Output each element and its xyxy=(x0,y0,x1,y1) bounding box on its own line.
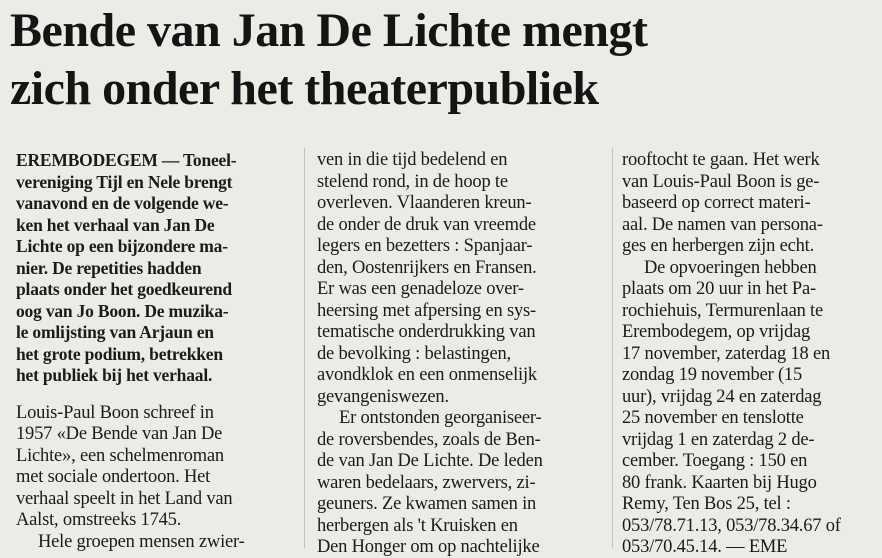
text-line: aal. De namen van persona- xyxy=(622,214,823,235)
text-line: 1957 «De Bende van Jan De xyxy=(16,424,223,444)
text-line: baseerd op correct materi- xyxy=(622,193,811,213)
text-line: waren bedelaars, zwervers, zi- xyxy=(317,472,536,493)
text-line: 80 frank. Kaarten bij Hugo xyxy=(622,472,817,493)
text-line: gevangeniswezen. xyxy=(317,386,449,407)
text-line: plaats om 20 uur in het Pa- xyxy=(622,279,816,299)
text-line: legers en bezetters : Spanjaar- xyxy=(317,236,533,256)
text-line: de onder de druk van vreemde xyxy=(317,214,536,235)
text-line: het publiek bij het verhaal. xyxy=(16,365,213,385)
text-line: Hele groepen mensen zwier- xyxy=(38,531,245,552)
text-line: ken het verhaal van Jan De xyxy=(16,214,215,235)
text-line: plaats onder het goedkeurend xyxy=(16,279,232,299)
text-line: geuners. Ze kwamen samen in xyxy=(317,494,537,514)
text-line: Louis-Paul Boon schreef in xyxy=(16,402,214,423)
text-line: Erembodegem, op vrijdag xyxy=(622,322,811,342)
text-line: uur), vrijdag 24 en zaterdag xyxy=(622,386,822,407)
text-line: stelend rond, in de hoop te xyxy=(317,171,508,192)
text-line: verhaal speelt in het Land van xyxy=(16,488,233,509)
text-line: van Louis-Paul Boon is ge- xyxy=(622,171,820,192)
text-line: le omlijsting van Arjaun en xyxy=(16,322,214,342)
text-line: overleven. Vlaanderen kreun- xyxy=(317,193,532,213)
text-line: vrijdag 1 en zaterdag 2 de- xyxy=(622,429,815,450)
text-line: oog van Jo Boon. De muzika- xyxy=(16,300,229,321)
text-line: rochiehuis, Termurenlaan te xyxy=(622,300,824,321)
text-line: 17 november, zaterdag 18 en xyxy=(622,343,831,364)
column-divider xyxy=(304,148,305,548)
article-column-2 xyxy=(317,150,607,558)
text-line: Aalst, omstreeks 1745. xyxy=(16,510,182,530)
headline-line-1: Bende van Jan De Lichte mengt xyxy=(10,4,648,57)
column-divider xyxy=(612,148,613,548)
text-line: 25 november en tenslotte xyxy=(622,408,804,428)
text-line: ges en herbergen zijn echt. xyxy=(622,236,815,256)
text-line: avondklok en een onmenselijk xyxy=(317,365,537,385)
text-line: met sociale ondertoon. Het xyxy=(16,467,211,487)
text-line: tematische onderdrukking van xyxy=(317,322,536,342)
text-line: Lichte», een schelmenroman xyxy=(16,445,224,466)
text-line: De opvoeringen hebben xyxy=(644,257,817,278)
text-line: Den Honger om op nachtelijke xyxy=(317,537,540,557)
text-line: heersing met afpersing en sys- xyxy=(317,300,537,321)
text-line: cember. Toegang : 150 en xyxy=(622,451,808,471)
lead-paragraph xyxy=(16,150,296,387)
text-line: de bevolking : belastingen, xyxy=(317,343,511,364)
text-line: het grote podium, betrekken xyxy=(16,343,223,364)
text-line: ven in die tijd bedelend en xyxy=(317,150,508,170)
headline-line-2: zich onder het theaterpubliek xyxy=(10,62,599,115)
text-line: de van Jan De Lichte. De leden xyxy=(317,451,543,471)
text-line: Lichte op een bijzondere ma- xyxy=(16,236,228,256)
text-line: Remy, Ten Bos 25, tel : xyxy=(622,494,791,514)
text-line: zondag 19 november (15 xyxy=(622,365,803,385)
text-line: herbergen als 't Kruisken en xyxy=(317,515,518,536)
text-line: 053/78.71.13, 053/78.34.67 of xyxy=(622,515,841,536)
text-line: rooftocht te gaan. Het werk xyxy=(622,150,820,170)
text-line: de roversbendes, zoals de Ben- xyxy=(317,429,541,450)
body-paragraph xyxy=(16,403,296,554)
text-line: Er ontstonden georganiseer- xyxy=(339,408,542,428)
text-line: Er was een genadeloze over- xyxy=(317,279,524,299)
text-line: 053/70.45.14. — EME xyxy=(622,537,788,557)
text-line: vanavond en de volgende we- xyxy=(16,193,229,213)
article-column-1 xyxy=(16,150,296,553)
text-line: den, Oostenrijkers en Fransen. xyxy=(317,257,537,278)
article-column-3 xyxy=(622,150,878,558)
headline xyxy=(10,2,870,118)
text-line: EREMBODEGEM — Toneel- xyxy=(16,150,237,170)
text-line: vereniging Tijl en Nele brengt xyxy=(16,171,233,192)
text-line: nier. De repetities hadden xyxy=(16,257,202,278)
